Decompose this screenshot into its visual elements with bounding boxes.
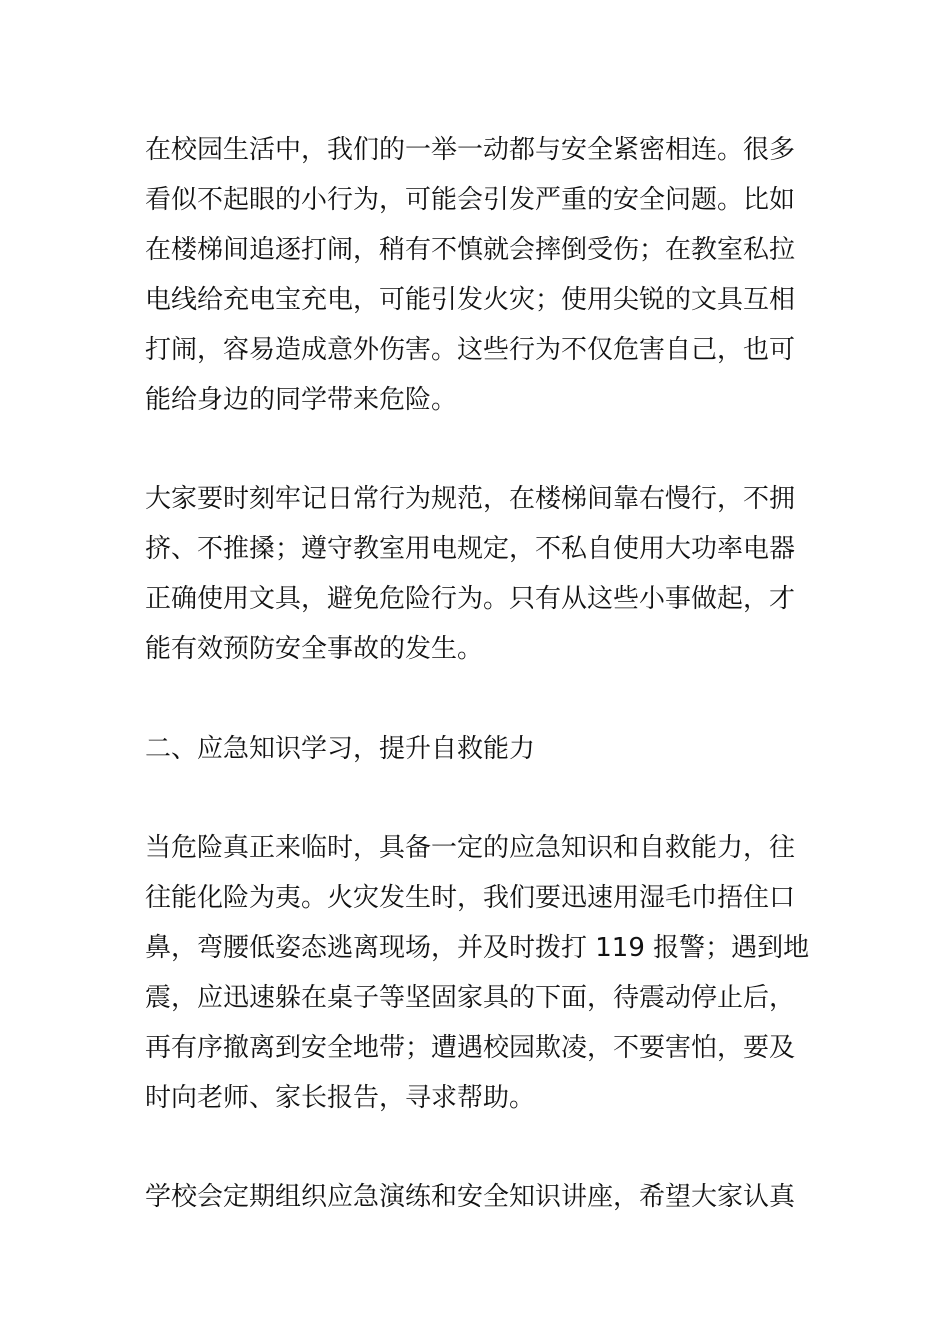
paragraph-3-line-2: 往能化险为夷。火灾发生时，我们要迅速用湿毛巾捂住口 — [145, 883, 796, 913]
section-heading: 二、应急知识学习，提升自救能力 — [145, 734, 536, 764]
paragraph-2-line-4: 能有效预防安全事故的发生。 — [145, 634, 484, 664]
paragraph-1-line-2: 看似不起眼的小行为，可能会引发严重的安全问题。比如 — [145, 185, 796, 215]
paragraph-3-line-1: 当危险真正来临时，具备一定的应急知识和自救能力，往 — [145, 833, 796, 863]
paragraph-3-line-4: 震，应迅速躲在桌子等坚固家具的下面，待震动停止后， — [145, 983, 796, 1013]
paragraph-1-line-6: 能给身边的同学带来危险。 — [145, 385, 458, 415]
paragraph-1-line-1: 在校园生活中，我们的一举一动都与安全紧密相连。很多 — [145, 135, 796, 165]
paragraph-4-line-1: 学校会定期组织应急演练和安全知识讲座，希望大家认真 — [145, 1182, 796, 1212]
paragraph-3-line-5: 再有序撤离到安全地带；遭遇校园欺凌，不要害怕，要及 — [145, 1033, 796, 1063]
paragraph-2-line-3: 正确使用文具，避免危险行为。只有从这些小事做起，才 — [145, 584, 796, 614]
paragraph-1-line-5: 打闹，容易造成意外伤害。这些行为不仅危害自己，也可 — [145, 335, 796, 365]
paragraph-1-line-4: 电线给充电宝充电，可能引发火灾；使用尖锐的文具互相 — [145, 285, 796, 315]
paragraph-3-line-6: 时向老师、家长报告，寻求帮助。 — [145, 1083, 536, 1113]
paragraph-2-line-2: 挤、不推搡；遵守教室用电规定，不私自使用大功率电器 — [145, 534, 796, 564]
paragraph-3-line-3: 鼻，弯腰低姿态逃离现场，并及时拨打 119 报警；遇到地 — [145, 933, 810, 963]
paragraph-2-line-1: 大家要时刻牢记日常行为规范，在楼梯间靠右慢行，不拥 — [145, 484, 796, 514]
paragraph-1-line-3: 在楼梯间追逐打闹，稍有不慎就会摔倒受伤；在教室私拉 — [145, 235, 796, 265]
